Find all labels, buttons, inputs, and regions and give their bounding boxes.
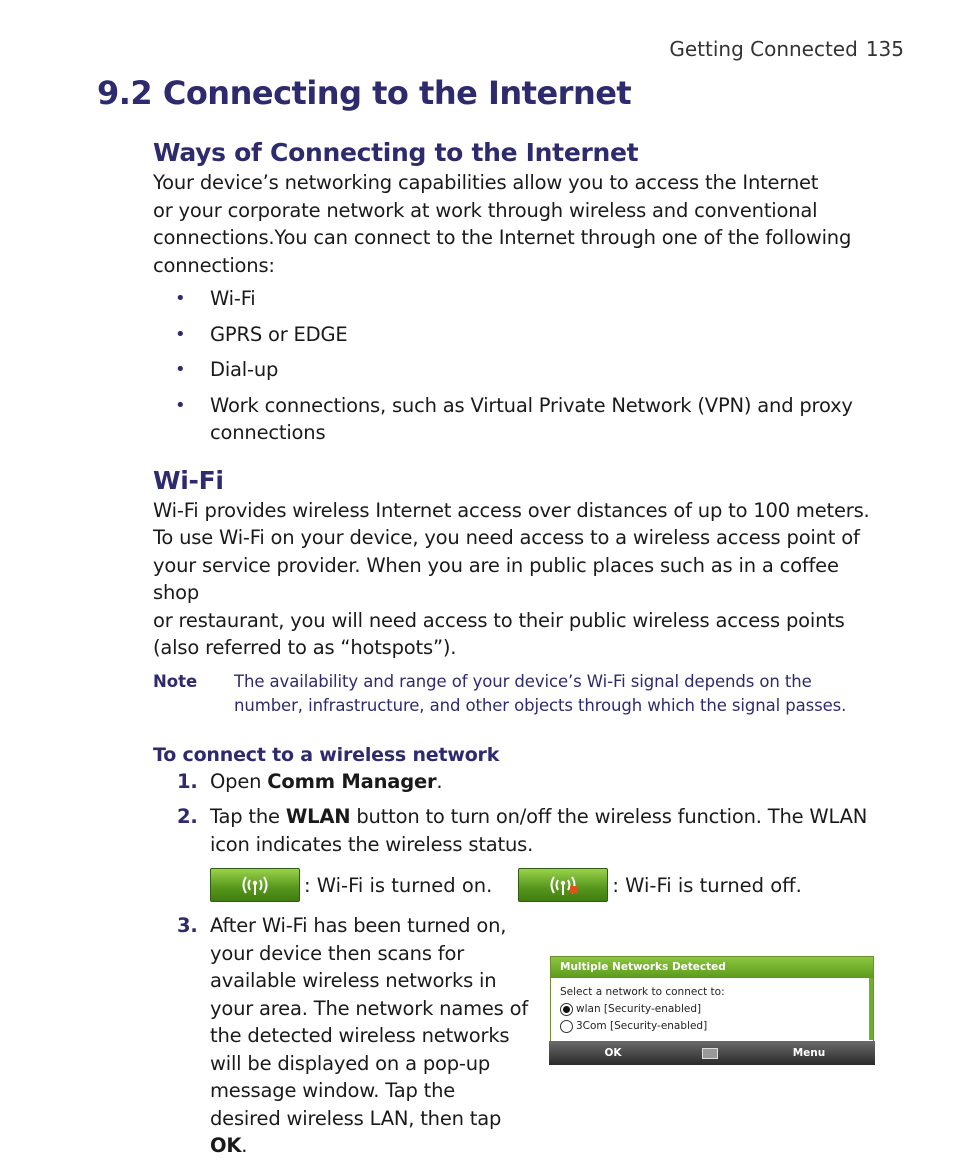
intro-line: or your corporate network at work through wireless and conventional — [153, 198, 818, 222]
step-number: 2. — [177, 805, 198, 828]
chapter-name: Getting Connected — [669, 37, 858, 61]
step-text: After Wi-Fi has been turned on, your device then scans for available wireless networks in your area. The network names of the detected wireless networks will be displayed on a pop-up message window. Tap the desired wireless LAN, then tap — [210, 914, 529, 1130]
wlan-off-button — [518, 868, 608, 902]
note-text — [234, 670, 883, 718]
wifi-line: your service provider. When you are in public places such as in a coffee shop — [153, 553, 839, 604]
wlan-status-legend — [153, 868, 883, 902]
step-1 — [153, 768, 883, 796]
wifi-line: or restaurant, you will need access to their public wireless access points — [153, 608, 845, 632]
note-line: number, infrastructure, and other objects through which the signal passes. — [234, 695, 847, 715]
procedure-heading: To connect to a wireless network — [153, 743, 500, 766]
popup-softkey-bar — [549, 1041, 875, 1065]
popup-body — [551, 978, 873, 1040]
running-header — [669, 37, 904, 61]
wifi-heading: Wi-Fi — [153, 465, 224, 495]
step-text: Open — [210, 769, 268, 793]
wifi-line: Wi-Fi provides wireless Internet access over distances of up to 100 meters. — [153, 498, 870, 522]
step-3-body — [210, 912, 530, 1160]
section-title: 9.2 Connecting to the Internet — [97, 74, 632, 112]
step-text: Tap the — [210, 805, 286, 828]
wifi-off-label: : Wi-Fi is turned off. — [612, 873, 802, 897]
ways-intro — [153, 169, 883, 279]
page-number: 135 — [865, 37, 904, 61]
radio-unselected-icon[interactable] — [560, 1020, 573, 1033]
intro-line: connections.You can connect to the Internet through one of the following — [153, 226, 852, 249]
intro-line: Your device’s networking capabilities allow you to access the Internet — [153, 171, 819, 194]
popup-title: Multiple Networks Detected — [551, 957, 873, 978]
radio-selected-icon[interactable] — [560, 1003, 573, 1016]
keyboard-softkey[interactable] — [677, 1048, 743, 1059]
step-2 — [153, 803, 883, 858]
popup-prompt: Select a network to connect to: — [560, 986, 725, 998]
list-item: • Work connections, such as Virtual Private Network (VPN) and proxy connections — [153, 392, 883, 447]
list-item: • Dial-up — [153, 356, 883, 384]
step-text: button to turn on/off the wireless function. The WLAN icon indicates the wireless status. — [210, 805, 868, 856]
network-option-3com[interactable] — [560, 1018, 860, 1035]
keyboard-icon — [702, 1048, 718, 1059]
ways-heading: Ways of Connecting to the Internet — [153, 138, 639, 167]
step-bold: OK — [210, 1134, 242, 1157]
list-item: • GPRS or EDGE — [153, 321, 883, 349]
step-bold: Comm Manager — [267, 769, 437, 793]
wifi-line: (also referred to as “hotspots”). — [153, 636, 457, 659]
networks-popup-screenshot — [550, 956, 874, 1065]
intro-line: connections: — [153, 253, 275, 277]
wlan-on-button — [210, 868, 300, 902]
wifi-body — [153, 497, 883, 662]
list-item: • Wi-Fi — [153, 285, 883, 313]
network-option-wlan[interactable] — [560, 1001, 860, 1018]
step-number: 1. — [177, 769, 198, 793]
step-3 — [153, 912, 883, 1160]
network-name: 3Com [Security-enabled] — [576, 1020, 708, 1032]
connection-types-list — [153, 285, 883, 447]
note-label: Note — [153, 671, 198, 691]
wifi-line: To use Wi-Fi on your device, you need access to a wireless access point of — [153, 526, 860, 549]
step-number: 3. — [177, 914, 198, 937]
step-text: . — [241, 1134, 248, 1157]
page-content — [153, 137, 883, 1160]
wifi-on-label: : Wi-Fi is turned on. — [304, 873, 493, 897]
note-line: The availability and range of your device’s Wi-Fi signal depends on the — [234, 671, 812, 691]
step-bold: WLAN — [285, 805, 351, 828]
wifi-note — [153, 670, 883, 718]
ok-softkey[interactable]: OK — [604, 1047, 622, 1059]
procedure-steps — [153, 768, 883, 859]
network-name: wlan [Security-enabled] — [576, 1003, 702, 1015]
wifi-off-icon — [546, 874, 580, 896]
step-text: . — [436, 769, 443, 793]
menu-softkey[interactable]: Menu — [792, 1047, 826, 1059]
wifi-signal-icon — [238, 874, 272, 896]
